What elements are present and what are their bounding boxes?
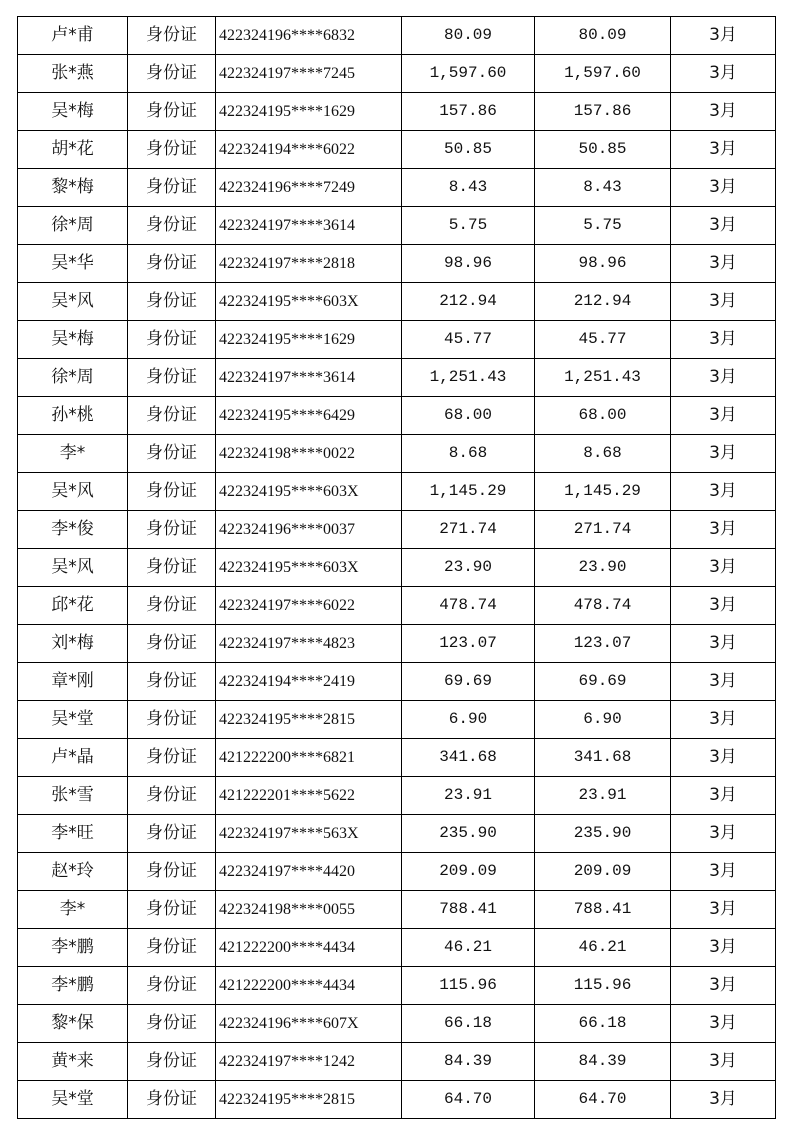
cell-name: 胡*花 [18, 131, 128, 169]
cell-id-number: 422324196****0037 [216, 511, 402, 549]
cell-amount-paid: 235.90 [535, 815, 671, 853]
cell-amount: 115.96 [402, 967, 535, 1005]
table-row [18, 549, 776, 587]
cell-id-number: 422324196****7249 [216, 169, 402, 207]
cell-month: 3月 [671, 435, 776, 473]
cell-month: 3月 [671, 967, 776, 1005]
cell-id-number: 422324194****6022 [216, 131, 402, 169]
cell-id-number: 422324197****1242 [216, 1043, 402, 1081]
cell-id-number: 421222200****4434 [216, 929, 402, 967]
cell-id-type: 身份证 [128, 663, 216, 701]
cell-name: 吴*风 [18, 473, 128, 511]
cell-month: 3月 [671, 93, 776, 131]
cell-amount-paid: 123.07 [535, 625, 671, 663]
cell-name: 吴*梅 [18, 321, 128, 359]
table-row [18, 891, 776, 929]
cell-id-type: 身份证 [128, 1005, 216, 1043]
cell-amount: 98.96 [402, 245, 535, 283]
cell-name: 徐*周 [18, 207, 128, 245]
cell-name: 李*鹏 [18, 929, 128, 967]
cell-id-type: 身份证 [128, 207, 216, 245]
cell-amount-paid: 23.90 [535, 549, 671, 587]
cell-amount-paid: 66.18 [535, 1005, 671, 1043]
cell-id-number: 422324197****563X [216, 815, 402, 853]
cell-id-type: 身份证 [128, 587, 216, 625]
cell-amount: 123.07 [402, 625, 535, 663]
cell-amount: 68.00 [402, 397, 535, 435]
table-row [18, 55, 776, 93]
cell-name: 黄*来 [18, 1043, 128, 1081]
cell-amount: 6.90 [402, 701, 535, 739]
cell-id-number: 422324194****2419 [216, 663, 402, 701]
table-row [18, 473, 776, 511]
cell-month: 3月 [671, 701, 776, 739]
cell-id-type: 身份证 [128, 777, 216, 815]
cell-month: 3月 [671, 625, 776, 663]
cell-id-type: 身份证 [128, 701, 216, 739]
cell-id-number: 422324197****6022 [216, 587, 402, 625]
cell-amount-paid: 1,597.60 [535, 55, 671, 93]
cell-id-number: 422324198****0022 [216, 435, 402, 473]
cell-amount: 212.94 [402, 283, 535, 321]
cell-month: 3月 [671, 131, 776, 169]
cell-month: 3月 [671, 397, 776, 435]
cell-id-number: 422324197****4823 [216, 625, 402, 663]
table-row [18, 815, 776, 853]
cell-id-type: 身份证 [128, 929, 216, 967]
cell-amount: 788.41 [402, 891, 535, 929]
cell-amount-paid: 209.09 [535, 853, 671, 891]
cell-id-number: 422324197****2818 [216, 245, 402, 283]
cell-amount: 341.68 [402, 739, 535, 777]
table-row [18, 207, 776, 245]
table-row [18, 93, 776, 131]
cell-id-number: 422324197****7245 [216, 55, 402, 93]
cell-id-number: 422324195****2815 [216, 1081, 402, 1119]
cell-name: 吴*堂 [18, 1081, 128, 1119]
cell-month: 3月 [671, 207, 776, 245]
table-row [18, 1081, 776, 1119]
table-row [18, 701, 776, 739]
cell-amount: 23.91 [402, 777, 535, 815]
table-row [18, 17, 776, 55]
cell-id-type: 身份证 [128, 967, 216, 1005]
cell-month: 3月 [671, 815, 776, 853]
cell-id-type: 身份证 [128, 1081, 216, 1119]
cell-amount: 271.74 [402, 511, 535, 549]
cell-amount: 1,597.60 [402, 55, 535, 93]
cell-amount: 50.85 [402, 131, 535, 169]
cell-amount-paid: 478.74 [535, 587, 671, 625]
cell-id-number: 422324196****607X [216, 1005, 402, 1043]
cell-amount: 1,251.43 [402, 359, 535, 397]
cell-id-number: 422324195****6429 [216, 397, 402, 435]
document-sheet [17, 16, 775, 1119]
cell-month: 3月 [671, 853, 776, 891]
cell-amount-paid: 788.41 [535, 891, 671, 929]
cell-amount: 84.39 [402, 1043, 535, 1081]
cell-amount-paid: 64.70 [535, 1081, 671, 1119]
table-row [18, 283, 776, 321]
cell-amount-paid: 8.43 [535, 169, 671, 207]
cell-month: 3月 [671, 1005, 776, 1043]
table-row [18, 511, 776, 549]
cell-amount-paid: 68.00 [535, 397, 671, 435]
cell-amount: 8.68 [402, 435, 535, 473]
cell-amount: 5.75 [402, 207, 535, 245]
cell-id-type: 身份证 [128, 131, 216, 169]
cell-month: 3月 [671, 739, 776, 777]
cell-amount-paid: 212.94 [535, 283, 671, 321]
cell-name: 吴*华 [18, 245, 128, 283]
table-row [18, 587, 776, 625]
table-row [18, 131, 776, 169]
cell-amount: 478.74 [402, 587, 535, 625]
table-row [18, 929, 776, 967]
cell-amount: 23.90 [402, 549, 535, 587]
cell-name: 孙*桃 [18, 397, 128, 435]
cell-name: 李*俊 [18, 511, 128, 549]
cell-month: 3月 [671, 511, 776, 549]
cell-id-number: 421222201****5622 [216, 777, 402, 815]
cell-name: 刘*梅 [18, 625, 128, 663]
cell-id-number: 421222200****6821 [216, 739, 402, 777]
cell-id-type: 身份证 [128, 283, 216, 321]
cell-name: 黎*保 [18, 1005, 128, 1043]
cell-id-type: 身份证 [128, 397, 216, 435]
cell-amount-paid: 341.68 [535, 739, 671, 777]
cell-name: 卢*甫 [18, 17, 128, 55]
cell-id-type: 身份证 [128, 1043, 216, 1081]
cell-id-type: 身份证 [128, 549, 216, 587]
cell-name: 卢*晶 [18, 739, 128, 777]
table-row [18, 625, 776, 663]
cell-amount-paid: 115.96 [535, 967, 671, 1005]
cell-id-number: 422324198****0055 [216, 891, 402, 929]
cell-amount: 1,145.29 [402, 473, 535, 511]
cell-amount: 209.09 [402, 853, 535, 891]
table-body [18, 17, 776, 1119]
cell-amount: 8.43 [402, 169, 535, 207]
table-row [18, 359, 776, 397]
cell-amount-paid: 46.21 [535, 929, 671, 967]
cell-name: 黎*梅 [18, 169, 128, 207]
cell-month: 3月 [671, 777, 776, 815]
cell-name: 李* [18, 435, 128, 473]
cell-amount: 235.90 [402, 815, 535, 853]
table-row [18, 397, 776, 435]
table-row [18, 321, 776, 359]
cell-amount: 80.09 [402, 17, 535, 55]
cell-amount-paid: 84.39 [535, 1043, 671, 1081]
cell-month: 3月 [671, 929, 776, 967]
cell-month: 3月 [671, 17, 776, 55]
cell-id-type: 身份证 [128, 321, 216, 359]
cell-month: 3月 [671, 169, 776, 207]
cell-name: 李* [18, 891, 128, 929]
table-row [18, 739, 776, 777]
table-row [18, 245, 776, 283]
cell-id-type: 身份证 [128, 245, 216, 283]
table-row [18, 1043, 776, 1081]
cell-name: 吴*梅 [18, 93, 128, 131]
cell-id-number: 422324195****1629 [216, 321, 402, 359]
cell-month: 3月 [671, 663, 776, 701]
cell-amount-paid: 5.75 [535, 207, 671, 245]
cell-id-number: 421222200****4434 [216, 967, 402, 1005]
table-row [18, 435, 776, 473]
cell-id-type: 身份证 [128, 55, 216, 93]
cell-id-number: 422324196****6832 [216, 17, 402, 55]
cell-id-type: 身份证 [128, 359, 216, 397]
cell-name: 李*旺 [18, 815, 128, 853]
cell-id-type: 身份证 [128, 511, 216, 549]
cell-month: 3月 [671, 359, 776, 397]
cell-amount-paid: 1,145.29 [535, 473, 671, 511]
cell-id-number: 422324195****1629 [216, 93, 402, 131]
cell-amount: 66.18 [402, 1005, 535, 1043]
cell-id-type: 身份证 [128, 891, 216, 929]
cell-amount: 64.70 [402, 1081, 535, 1119]
cell-amount-paid: 8.68 [535, 435, 671, 473]
table-row [18, 663, 776, 701]
cell-name: 张*燕 [18, 55, 128, 93]
cell-name: 吴*风 [18, 549, 128, 587]
cell-month: 3月 [671, 473, 776, 511]
cell-id-type: 身份证 [128, 473, 216, 511]
cell-id-type: 身份证 [128, 853, 216, 891]
cell-id-number: 422324195****603X [216, 549, 402, 587]
cell-month: 3月 [671, 549, 776, 587]
cell-amount-paid: 80.09 [535, 17, 671, 55]
cell-name: 徐*周 [18, 359, 128, 397]
cell-month: 3月 [671, 587, 776, 625]
cell-id-number: 422324197****3614 [216, 207, 402, 245]
cell-name: 邱*花 [18, 587, 128, 625]
cell-id-type: 身份证 [128, 625, 216, 663]
cell-id-type: 身份证 [128, 739, 216, 777]
cell-month: 3月 [671, 321, 776, 359]
cell-amount-paid: 69.69 [535, 663, 671, 701]
cell-month: 3月 [671, 283, 776, 321]
cell-amount-paid: 6.90 [535, 701, 671, 739]
cell-amount-paid: 98.96 [535, 245, 671, 283]
cell-amount: 45.77 [402, 321, 535, 359]
table-row [18, 169, 776, 207]
payment-table [17, 16, 776, 1119]
cell-amount-paid: 45.77 [535, 321, 671, 359]
cell-id-type: 身份证 [128, 815, 216, 853]
cell-name: 张*雪 [18, 777, 128, 815]
cell-id-number: 422324195****603X [216, 473, 402, 511]
cell-name: 吴*堂 [18, 701, 128, 739]
cell-amount-paid: 23.91 [535, 777, 671, 815]
cell-month: 3月 [671, 245, 776, 283]
cell-id-number: 422324197****3614 [216, 359, 402, 397]
cell-id-type: 身份证 [128, 169, 216, 207]
cell-amount: 157.86 [402, 93, 535, 131]
cell-id-number: 422324195****2815 [216, 701, 402, 739]
cell-name: 李*鹏 [18, 967, 128, 1005]
table-row [18, 853, 776, 891]
cell-month: 3月 [671, 1081, 776, 1119]
cell-amount: 69.69 [402, 663, 535, 701]
cell-id-number: 422324195****603X [216, 283, 402, 321]
cell-month: 3月 [671, 1043, 776, 1081]
cell-name: 赵*玲 [18, 853, 128, 891]
cell-amount-paid: 157.86 [535, 93, 671, 131]
cell-id-type: 身份证 [128, 93, 216, 131]
table-row [18, 967, 776, 1005]
cell-name: 章*刚 [18, 663, 128, 701]
table-row [18, 777, 776, 815]
cell-amount: 46.21 [402, 929, 535, 967]
cell-name: 吴*风 [18, 283, 128, 321]
cell-amount-paid: 271.74 [535, 511, 671, 549]
cell-id-number: 422324197****4420 [216, 853, 402, 891]
cell-amount-paid: 1,251.43 [535, 359, 671, 397]
table-row [18, 1005, 776, 1043]
cell-id-type: 身份证 [128, 17, 216, 55]
cell-month: 3月 [671, 891, 776, 929]
cell-amount-paid: 50.85 [535, 131, 671, 169]
cell-id-type: 身份证 [128, 435, 216, 473]
cell-month: 3月 [671, 55, 776, 93]
